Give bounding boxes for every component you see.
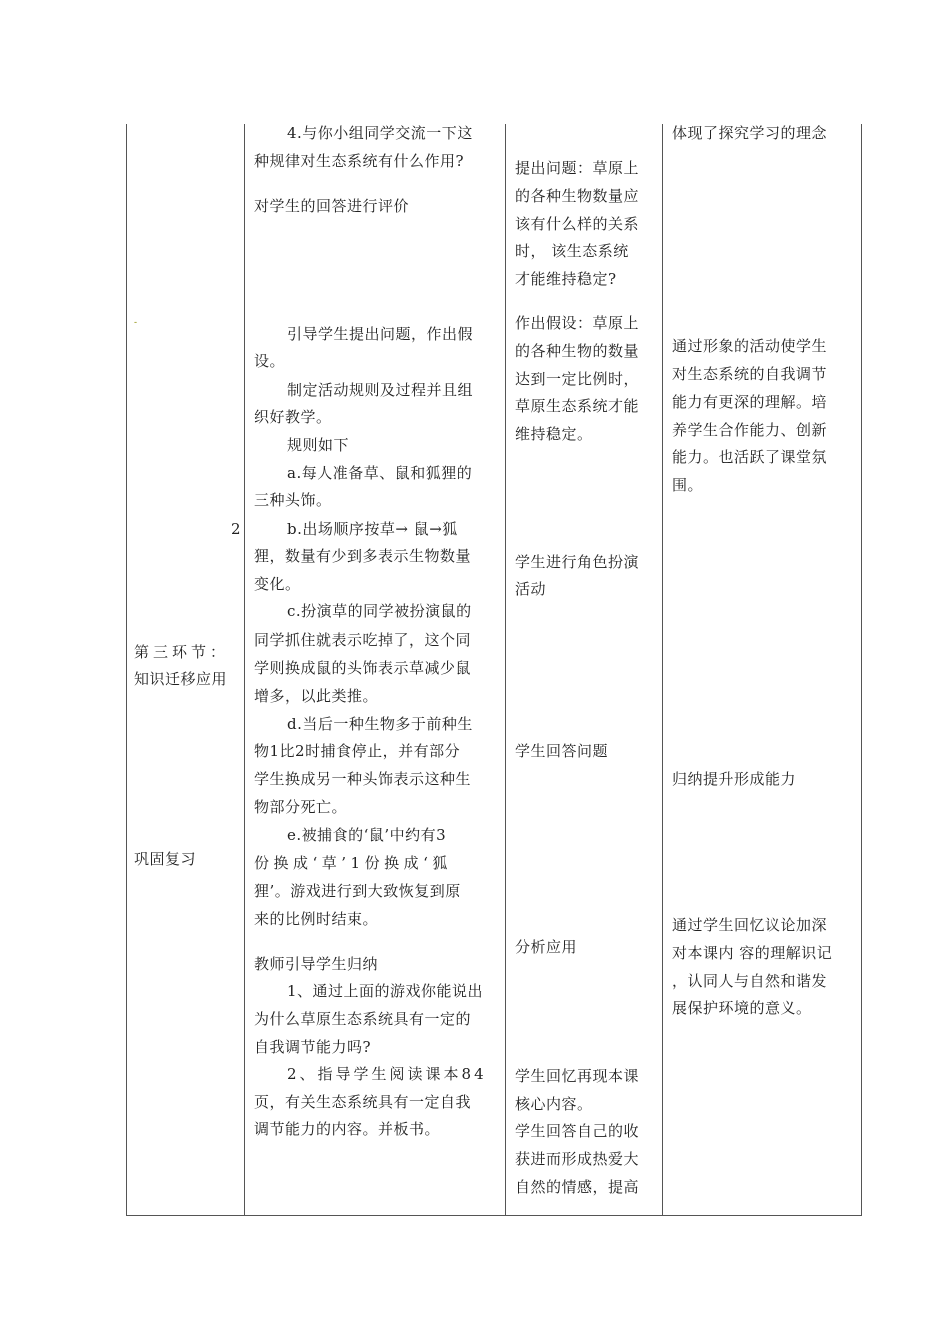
teacher-activity-line: 份换成‘草’1份换成‘狐	[254, 854, 452, 872]
table-border-right	[861, 124, 862, 1216]
student-activity-line: 学生进行角色扮演	[515, 553, 640, 571]
student-activity-line: 获进而形成热爱大	[515, 1150, 640, 1168]
design-intent-line: 对本课内 容的理解识记	[672, 944, 833, 962]
teacher-activity-line: 4.与你小组同学交流一下这	[287, 124, 473, 142]
teacher-activity-line: 2、指导学生阅读课本84	[287, 1065, 487, 1083]
teacher-activity-line: 学生换成另一种头饰表示这种生	[254, 770, 472, 788]
student-activity-line: 该有什么样的关系	[515, 215, 640, 233]
design-intent-line: 归纳提升形成能力	[672, 770, 797, 788]
page-digit: 2	[231, 520, 242, 538]
teacher-activity-line: a.每人准备草、鼠和狐狸的	[287, 464, 473, 482]
review-label: 巩固复习	[134, 850, 197, 868]
teacher-activity-line: 来的比例时结束。	[254, 910, 379, 928]
teacher-activity-line: 同学抓住就表示吃掉了，这个同	[254, 631, 472, 649]
student-activity-line: 才能维持稳定?	[515, 270, 617, 288]
teacher-activity-line: 1、通过上面的游戏你能说出	[287, 982, 484, 1000]
section-label: 知识迁移应用	[134, 670, 228, 688]
teacher-activity-line: 学则换成鼠的头饰表示草减少鼠	[254, 659, 472, 677]
design-intent-line: 能力有更深的理解。培	[672, 393, 828, 411]
student-activity-line: 学生回答自己的收	[515, 1122, 640, 1140]
section-label: 第三环节：	[134, 643, 230, 661]
teacher-activity-line: b.出场顺序按草→ 鼠→狐	[287, 520, 458, 538]
teacher-activity-line: 规则如下	[287, 436, 350, 454]
teacher-activity-line: 狸’。游戏进行到大致恢复到原	[254, 882, 461, 900]
teacher-activity-line: 页，有关生态系统具有一定自我	[254, 1093, 472, 1111]
teacher-activity-line: 教师引导学生归纳	[254, 955, 379, 973]
student-activity-line: 提出问题：草原上	[515, 159, 640, 177]
student-activity-line: 活动	[515, 580, 547, 598]
design-intent-line: 围。	[672, 476, 704, 494]
table-border-left	[126, 124, 127, 1216]
design-intent-line: 能力。也活跃了课堂氛	[672, 448, 828, 466]
teacher-activity-line: 制定活动规则及过程并且组	[287, 381, 474, 399]
teacher-activity-line: 种规律对生态系统有什么作用?	[254, 152, 465, 170]
table-divider-3	[662, 124, 663, 1216]
teacher-activity-line: 狸，数量有少到多表示生物数量	[254, 547, 472, 565]
design-intent-line: 通过学生回忆议论加深	[672, 916, 828, 934]
student-activity-line: 作出假设：草原上	[515, 314, 640, 332]
teacher-activity-line: 引导学生提出问题，作出假	[287, 325, 474, 343]
design-intent-line: 养学生合作能力、创新	[672, 421, 828, 439]
teacher-activity-line: 物1比2时捕食停止，并有部分	[254, 742, 461, 760]
teacher-activity-line: 增多，以此类推。	[254, 687, 379, 705]
student-activity-line: 自然的情感，提高	[515, 1178, 640, 1196]
design-intent-line: ，认同人与自然和谐发	[672, 972, 828, 990]
teacher-activity-line: 变化。	[254, 575, 301, 593]
teacher-activity-line: 为什么草原生态系统具有一定的	[254, 1010, 472, 1028]
design-intent-line: 展保护环境的意义。	[672, 999, 812, 1017]
teacher-activity-line: 对学生的回答进行评价	[254, 197, 410, 215]
student-activity-line: 核心内容。	[515, 1095, 593, 1113]
design-intent-line: 对生态系统的自我调节	[672, 365, 828, 383]
student-activity-line: 学生回忆再现本课	[515, 1067, 640, 1085]
design-intent-line: 通过形象的活动使学生	[672, 337, 828, 355]
teacher-activity-line: 三种头饰。	[254, 491, 332, 509]
student-activity-line: 的各种生物的数量	[515, 342, 640, 360]
teacher-activity-line: 设。	[254, 352, 286, 370]
student-activity-line: 维持稳定。	[515, 425, 593, 443]
teacher-activity-line: e.被捕食的‘鼠’中约有3	[287, 826, 447, 844]
teacher-activity-line: c.扮演草的同学被扮演鼠的	[287, 602, 472, 620]
teacher-activity-line: 自我调节能力吗?	[254, 1038, 372, 1056]
student-activity-line: 时， 该生态系统	[515, 242, 629, 260]
teacher-activity-line: 调节能力的内容。并板书。	[254, 1120, 441, 1138]
student-activity-line: 达到一定比例时，	[515, 370, 640, 388]
teacher-activity-line: 织好教学。	[254, 408, 332, 426]
student-activity-line: 分析应用	[515, 938, 578, 956]
table-border-bottom	[126, 1215, 862, 1216]
table-divider-2	[505, 124, 506, 1216]
student-activity-line: 草原生态系统才能	[515, 397, 640, 415]
table-divider-1	[244, 124, 245, 1216]
design-intent-line: 体现了探究学习的理念	[672, 124, 828, 142]
student-activity-line: 学生回答问题	[515, 742, 609, 760]
teacher-activity-line: 物部分死亡。	[254, 798, 348, 816]
teacher-activity-line: d.当后一种生物多于前种生	[287, 715, 473, 733]
student-activity-line: 的各种生物数量应	[515, 187, 640, 205]
stray-mark: -	[134, 318, 138, 328]
